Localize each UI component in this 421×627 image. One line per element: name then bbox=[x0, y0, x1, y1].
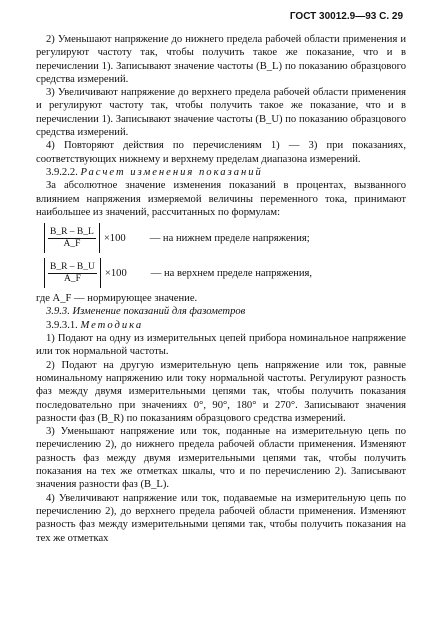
absolute-value bbox=[44, 258, 101, 288]
section-number: 3.9.3.1. bbox=[46, 319, 78, 331]
denominator: A_F bbox=[63, 273, 81, 284]
denominator: A_F bbox=[63, 238, 81, 249]
paragraph: 4) Увеличивают напряжение или ток, подаваемые на измерительную цепь по перечислению 2), до верхнего предела рабочей области применения. Изменяют разность фаз между измерительными цепями так, чтобы получить показания на тех же отметках bbox=[36, 492, 406, 544]
section-heading-3922 bbox=[36, 166, 406, 179]
where-line: где A_F — нормирующее значение. bbox=[36, 293, 198, 305]
multiplier: ×100 bbox=[103, 232, 126, 244]
formula-description: — на верхнем пределе напряжения, bbox=[150, 267, 313, 279]
section-number: 3.9.2.2. bbox=[46, 166, 78, 178]
numerator: B_R – B_U bbox=[50, 261, 95, 272]
fraction bbox=[48, 227, 96, 250]
paragraph: За абсолютное значение изменения показаний в процентах, вызванного влиянием напряжения измеряемой величины переменного тока, принимают наибольшее из значений, рассчитанных по формулам: bbox=[36, 180, 406, 218]
paragraph: 3) Уменьшают напряжение или ток, поданные на измерительную цепь по перечислению 2), до нижнего предела рабочей области применения. Изменяют разность фаз между двумя измерительными цепями так, чтобы получить показания на тех же отметках шкалы, что и по перечислению 2). Записывают значения разности фаз (B_L). bbox=[36, 426, 406, 491]
page-content bbox=[36, 33, 406, 545]
paragraph: 2) Подают на другую измерительную цепь напряжение или ток, равные номинальному напряжению или току нормальной частоты. Регулируют разность фаз между двумя измерительными цепями так, чтобы получить показания последовательно при значениях 0°, 90°, 180° и 270°. Записывают значения разности фаз (B_R) по показаниям образцового средства измерений. bbox=[36, 359, 406, 424]
paragraph: 1) Подают на одну из измерительных цепей прибора номинальное напряжение или ток нормальной частоты. bbox=[36, 333, 406, 358]
formula-description: — на нижнем пределе напряжения; bbox=[149, 232, 310, 244]
section-heading-3931 bbox=[36, 319, 406, 332]
paragraph: 3) Увеличивают напряжение до верхнего предела рабочей области применения и регулируют частоту так, чтобы получить такое же показание, что и в перечислении 1). Записывают значение частоты (B_U) по показанию образцового средства измерений. bbox=[36, 87, 406, 139]
formula-upper bbox=[44, 257, 406, 289]
paragraph: 2) Уменьшают напряжение до нижнего предела рабочей области применения и регулируют частоту так, чтобы получить такое же показание, что и в перечислении 1). Записывают значение частоты (B_L) по показанию образцового средства измерений. bbox=[36, 34, 406, 85]
numerator: B_R – B_L bbox=[50, 226, 94, 237]
section-heading-393: 3.9.3. Изменение показаний для фазометров bbox=[46, 306, 246, 318]
page-header: ГОСТ 30012.9—93 С. 29 bbox=[289, 11, 403, 22]
paragraph: 4) Повторяют действия по перечислениям 1) — 3) при показаниях, соответствующих нижнему и верхнему пределам диапазона измерений. bbox=[36, 140, 406, 165]
absolute-value bbox=[44, 223, 100, 253]
section-title: Расчет изменения показаний bbox=[80, 166, 263, 178]
formula-lower bbox=[44, 222, 406, 254]
multiplier: ×100 bbox=[104, 267, 127, 279]
section-title: Методика bbox=[80, 319, 144, 331]
fraction bbox=[48, 262, 97, 285]
